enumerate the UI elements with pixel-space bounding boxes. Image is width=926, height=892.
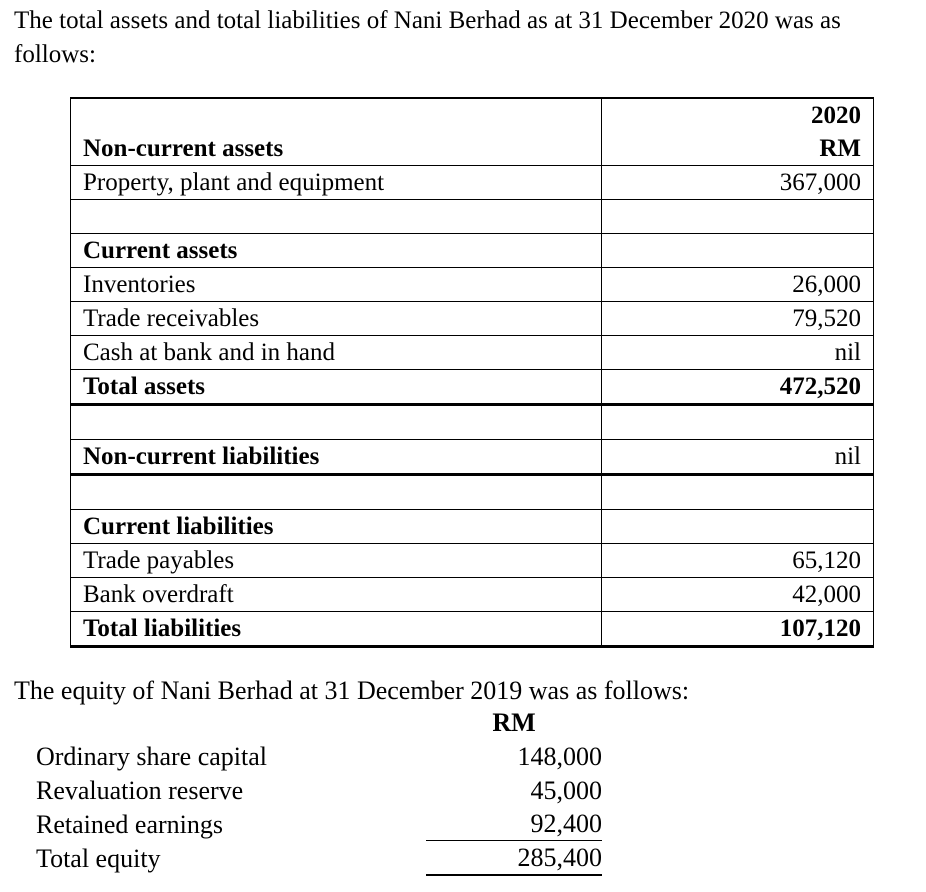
row-label: Trade receivables <box>71 302 602 336</box>
row-amount: 367,000 <box>602 166 874 200</box>
table-row <box>71 510 874 544</box>
row-label: Non-current assets <box>71 132 602 166</box>
equity-title: The equity of Nani Berhad at 31 December 2019 was as follows: <box>14 676 690 705</box>
row-amount: 107,120 <box>602 612 874 647</box>
equity-currency-header: RM <box>492 708 536 737</box>
table-row <box>71 132 874 166</box>
intro-text: The total assets and total liabilities of Nani Berhad as at 31 December 2020 was as follows: <box>14 7 841 68</box>
row-label: Current liabilities <box>71 510 602 544</box>
row-label <box>71 475 602 510</box>
currency-header: RM <box>602 132 874 166</box>
table-row-total <box>71 612 874 647</box>
row-label <box>71 200 602 234</box>
equity-label: Retained earnings <box>36 810 223 839</box>
table-row <box>71 405 874 440</box>
row-amount: 79,520 <box>602 302 874 336</box>
row-amount <box>602 234 874 268</box>
row-label: Current assets <box>71 234 602 268</box>
row-label: Property, plant and equipment <box>71 166 602 200</box>
table-row <box>71 336 874 370</box>
row-label: Inventories <box>71 268 602 302</box>
row-label: Non-current liabilities <box>71 440 602 475</box>
table-header-row <box>71 98 874 132</box>
equity-total-row <box>36 842 602 876</box>
row-label <box>71 405 602 440</box>
row-amount <box>602 475 874 510</box>
header-label-cell <box>71 98 602 132</box>
row-label: Trade payables <box>71 544 602 578</box>
row-label: Cash at bank and in hand <box>71 336 602 370</box>
table-row-total <box>71 370 874 405</box>
row-amount: 65,120 <box>602 544 874 578</box>
equity-label: Ordinary share capital <box>36 742 268 771</box>
table-row <box>71 234 874 268</box>
row-label: Total liabilities <box>71 612 602 647</box>
equity-amount: 45,000 <box>530 776 602 805</box>
equity-amount: 148,000 <box>517 742 602 771</box>
row-label: Total assets <box>71 370 602 405</box>
equity-row <box>36 740 602 774</box>
table-row <box>71 475 874 510</box>
table-row <box>71 544 874 578</box>
table-row <box>71 268 874 302</box>
equity-amount: 285,400 <box>426 842 602 876</box>
row-amount: 26,000 <box>602 268 874 302</box>
equity-amount: 92,400 <box>426 808 602 841</box>
table-row <box>71 578 874 612</box>
equity-statement <box>36 706 602 876</box>
year-header: 2020 <box>602 98 874 132</box>
row-amount <box>602 510 874 544</box>
row-amount: 42,000 <box>602 578 874 612</box>
row-label: Bank overdraft <box>71 578 602 612</box>
equity-header-row <box>36 706 596 740</box>
table-row <box>71 302 874 336</box>
table-row <box>71 166 874 200</box>
table-row <box>71 440 874 475</box>
row-amount <box>602 200 874 234</box>
row-amount <box>602 405 874 440</box>
equity-row <box>36 808 602 842</box>
row-amount: nil <box>602 336 874 370</box>
row-amount: 472,520 <box>602 370 874 405</box>
equity-label: Total equity <box>36 844 161 873</box>
row-amount: nil <box>602 440 874 475</box>
equity-row <box>36 774 602 808</box>
equity-label: Revaluation reserve <box>36 776 244 805</box>
balance-table <box>70 97 874 648</box>
table-row <box>71 200 874 234</box>
